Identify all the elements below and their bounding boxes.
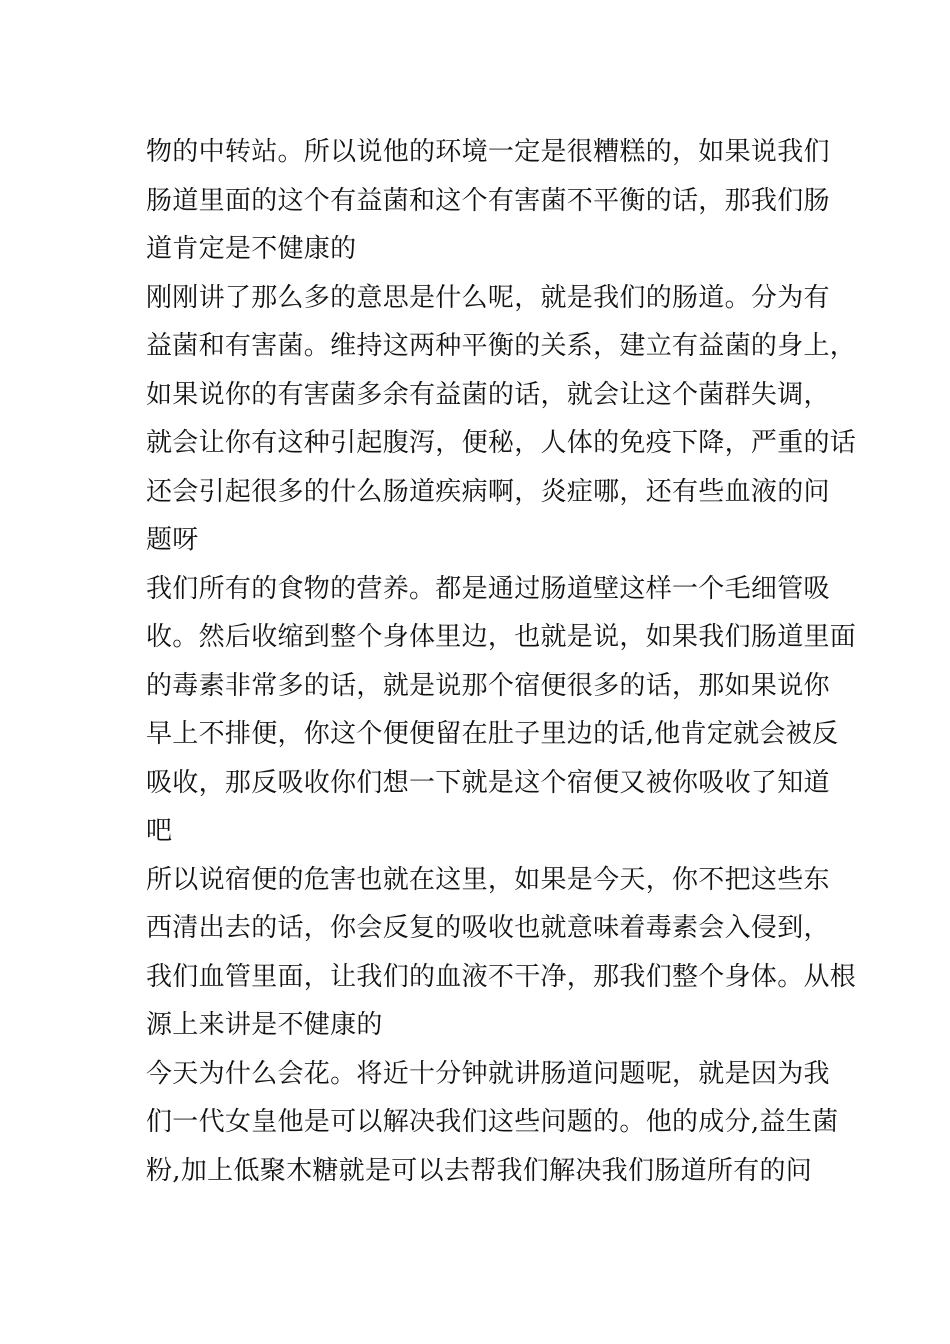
text-line: 还会引起很多的什么肠道疾病啊，炎症哪，还有些血液的问 [146,476,830,507]
text-line: 吸收，那反吸收你们想一下就是这个宿便又被你吸收了知道 [146,767,830,798]
text-line: 题呀 [146,525,199,555]
text-line: 源上来讲是不健康的 [146,1010,383,1040]
text-line: 吧 [146,816,173,846]
text-line: 道肯定是不健康的 [146,234,357,264]
text-line: 如果说你的有害菌多余有益菌的话，就会让这个菌群失调， [146,379,830,410]
text-line: 们一代女皇他是可以解决我们这些问题的。他的成分,益生菌 [146,1107,839,1137]
text-line: 早上不排便，你这个便便留在肚子里边的话,他肯定就会被反 [146,719,839,749]
document-body [146,128,857,1195]
text-line: 粉,加上低聚木糖就是可以去帮我们解决我们肠道所有的问 [146,1155,813,1186]
text-line: 所以说宿便的危害也就在这里，如果是今天，你不把这些东 [146,864,830,895]
text-line: 我们所有的食物的营养。都是通过肠道壁这样一个毛细管吸 [146,573,830,604]
text-line: 我们血管里面，让我们的血液不干净，那我们整个身体。从根 [146,961,857,992]
text-line: 西清出去的话，你会反复的吸收也就意味着毒素会入侵到， [146,913,830,943]
text-line: 今天为什么会花。将近十分钟就讲肠道问题呢，就是因为我 [146,1058,830,1089]
text-line: 益菌和有害菌。维持这两种平衡的关系，建立有益菌的身上， [146,331,857,361]
text-line: 的毒素非常多的话，就是说那个宿便很多的话，那如果说你 [146,670,830,701]
text-line: 肠道里面的这个有益菌和这个有害菌不平衡的话，那我们肠 [146,185,830,216]
text-line: 刚刚讲了那么多的意思是什么呢，就是我们的肠道。分为有 [146,282,830,313]
text-line: 收。然后收缩到整个身体里边，也就是说，如果我们肠道里面 [146,622,857,652]
text-line: 就会让你有这种引起腹泻，便秘，人体的免疫下降，严重的话 [146,428,857,458]
text-line: 物的中转站。所以说他的环境一定是很糟糕的，如果说我们 [146,137,830,167]
